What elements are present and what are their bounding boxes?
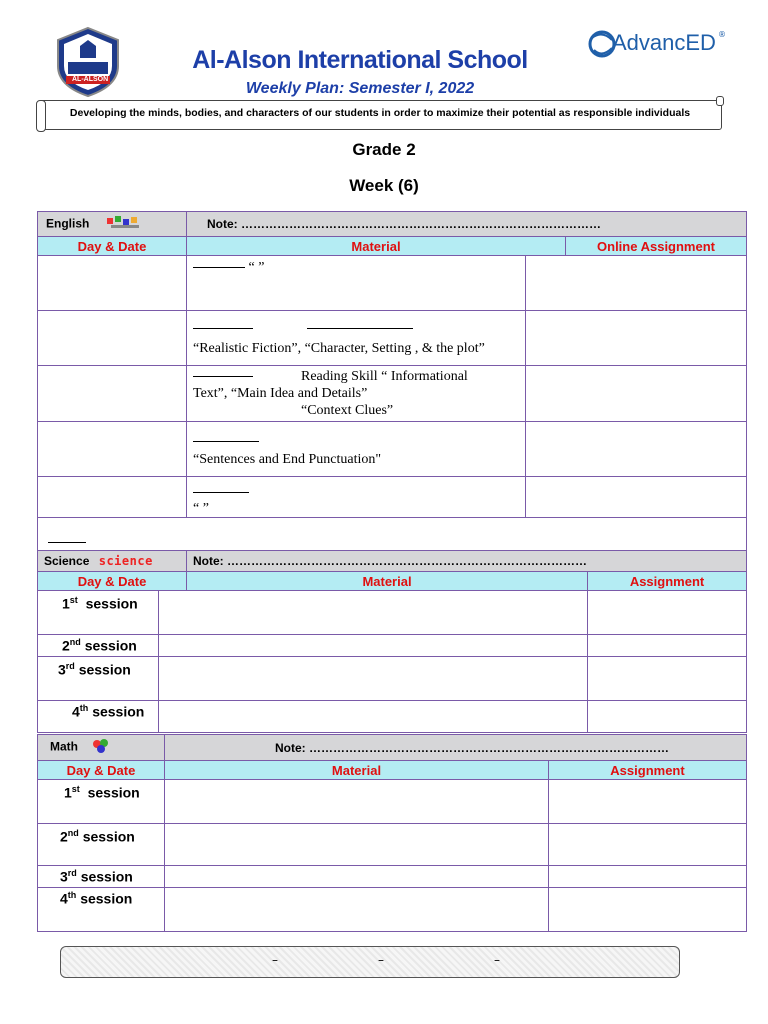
math-session-label: 3rd session xyxy=(38,866,165,888)
science-icon: science xyxy=(98,554,153,568)
english-row xyxy=(38,366,747,422)
science-session-label: 3rd session xyxy=(38,657,159,701)
math-assignment-cell[interactable] xyxy=(549,824,747,866)
science-session-label: 1st session xyxy=(38,591,159,635)
math-material-cell[interactable] xyxy=(165,866,549,888)
english-subject-cell xyxy=(38,212,187,237)
english-material-cell[interactable]: “ ” xyxy=(187,477,526,518)
english-row xyxy=(38,477,747,518)
math-session-row xyxy=(38,780,747,824)
math-session-label: 4th session xyxy=(38,888,165,932)
english-assignment-cell[interactable] xyxy=(526,256,747,311)
english-assignment-cell[interactable] xyxy=(526,366,747,422)
math-subject-cell xyxy=(38,735,165,761)
science-header-day-date: Day & Date xyxy=(38,572,187,591)
english-material-cell[interactable]: “Realistic Fiction”, “Character, Setting , & the plot” xyxy=(187,311,526,366)
math-material-cell[interactable] xyxy=(165,888,549,932)
math-assignment-cell[interactable] xyxy=(549,866,747,888)
science-session-label: 2nd session xyxy=(38,635,159,657)
math-assignment-cell[interactable] xyxy=(549,780,747,824)
advanced-wordmark: AdvancED xyxy=(612,30,716,55)
english-day-cell[interactable] xyxy=(38,366,187,422)
english-row xyxy=(38,256,747,311)
science-material-cell[interactable] xyxy=(159,591,588,635)
math-header-assignment: Assignment xyxy=(549,761,747,780)
math-session-label: 1st session xyxy=(38,780,165,824)
english-day-cell[interactable] xyxy=(38,311,187,366)
english-material-cell[interactable]: Reading Skill “ Informational Text”, “Main Idea and Details” “Context Clues” xyxy=(187,366,526,422)
english-header-material: Material xyxy=(187,237,566,256)
english-assignment-cell[interactable] xyxy=(526,422,747,477)
math-header-material: Material xyxy=(165,761,549,780)
school-title: Al-Alson International School xyxy=(192,46,528,74)
banner-scroll-curl-right xyxy=(716,96,724,106)
math-assignment-cell[interactable] xyxy=(549,888,747,932)
science-table xyxy=(37,550,747,733)
science-session-row xyxy=(38,657,747,701)
footer-dash: – xyxy=(378,953,384,967)
math-material-cell[interactable] xyxy=(165,824,549,866)
math-note[interactable]: Note: ……………………………………………………………………………… xyxy=(165,735,747,761)
science-assignment-cell[interactable] xyxy=(588,635,747,657)
science-session-row xyxy=(38,701,747,733)
science-header-assignment: Assignment xyxy=(588,572,747,591)
english-material-cell[interactable]: “Sentences and End Punctuation" xyxy=(187,422,526,477)
math-header-day-date: Day & Date xyxy=(38,761,165,780)
science-subject-cell xyxy=(38,551,187,572)
grade-heading: Grade 2 xyxy=(352,140,416,159)
science-label: Science xyxy=(44,554,90,568)
english-row xyxy=(38,311,747,366)
mission-statement: Developing the minds, bodies, and characters of our students in order to maximize their potential as responsible individuals xyxy=(69,107,691,119)
math-material-cell[interactable] xyxy=(165,780,549,824)
school-logo xyxy=(52,26,124,98)
english-assignment-cell[interactable] xyxy=(526,477,747,518)
science-material-cell[interactable] xyxy=(159,657,588,701)
science-session-row xyxy=(38,591,747,635)
science-assignment-cell[interactable] xyxy=(588,701,747,733)
science-session-row xyxy=(38,635,747,657)
science-session-label: 4th session xyxy=(38,701,159,733)
english-label: English xyxy=(46,216,90,231)
english-assignment-cell[interactable] xyxy=(526,311,747,366)
science-material-cell[interactable] xyxy=(159,635,588,657)
science-header-material: Material xyxy=(187,572,588,591)
math-label: Math xyxy=(50,739,78,754)
plan-subtitle: Weekly Plan: Semester I, 2022 xyxy=(245,80,475,97)
english-row xyxy=(38,422,747,477)
science-assignment-cell[interactable] xyxy=(588,657,747,701)
english-header-day-date: Day & Date xyxy=(38,237,187,256)
math-session-row xyxy=(38,866,747,888)
english-day-cell[interactable] xyxy=(38,422,187,477)
science-note[interactable]: Note: ……………………………………………………………………………… xyxy=(187,551,747,572)
week-heading: Week (6) xyxy=(349,176,419,195)
math-session-row xyxy=(38,888,747,932)
logo-text: AL-ALSON xyxy=(72,76,109,83)
science-assignment-cell[interactable] xyxy=(588,591,747,635)
english-material-cell[interactable]: “ ” xyxy=(187,256,526,311)
language-arts-icon xyxy=(105,215,145,234)
english-note[interactable]: Note: ……………………………………………………………………………… xyxy=(187,212,747,237)
math-session-row xyxy=(38,824,747,866)
science-material-cell[interactable] xyxy=(159,701,588,733)
english-table xyxy=(37,211,747,556)
math-session-label: 2nd session xyxy=(38,824,165,866)
footer-dash: – xyxy=(494,953,500,967)
footer-banner xyxy=(60,946,680,978)
footer-dash: – xyxy=(272,953,278,967)
math-icon xyxy=(91,738,111,757)
registered-mark: ® xyxy=(718,30,726,39)
english-day-cell[interactable] xyxy=(38,477,187,518)
math-table xyxy=(37,734,747,932)
english-header-online-assignment: Online Assignment xyxy=(566,237,747,256)
english-day-cell[interactable] xyxy=(38,256,187,311)
